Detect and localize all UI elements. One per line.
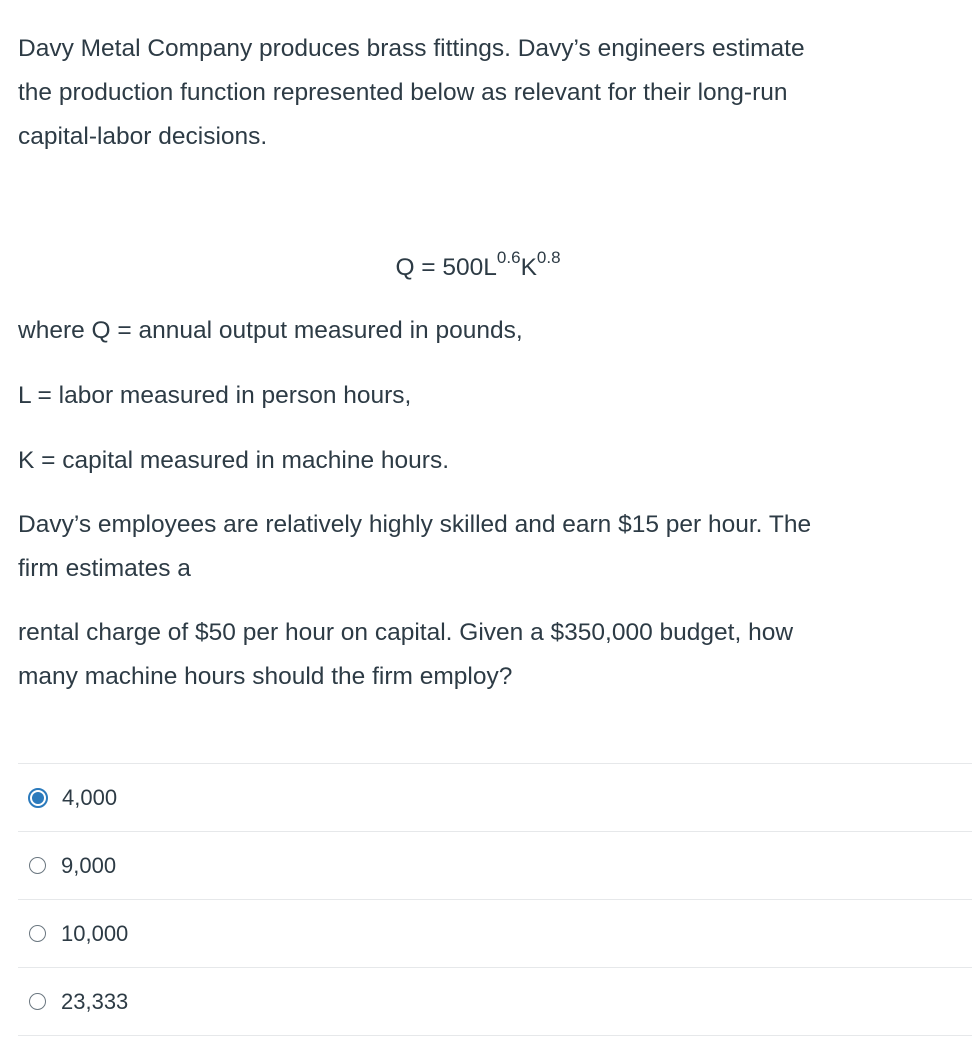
answer-option[interactable] [18, 764, 972, 832]
definition-q: where Q = annual output measured in pounds, [18, 317, 523, 344]
question-intro [18, 27, 948, 159]
production-function-formula [18, 248, 938, 288]
formula-base: Q = 500L [395, 254, 497, 281]
definition-l: L = labor measured in person hours, [18, 382, 412, 409]
question-prompt-line: many machine hours should the firm employ? [18, 663, 513, 690]
answer-label: 23,333 [61, 988, 129, 1014]
formula-exponent-k: 0.8 [536, 247, 561, 267]
answer-label: 9,000 [61, 852, 117, 878]
question-employees [18, 503, 948, 591]
answer-option[interactable] [18, 900, 972, 968]
radio-icon[interactable] [29, 857, 46, 874]
question-intro-line: the production function represented below as relevant for their long-run [18, 79, 788, 106]
question-intro-line: capital-labor decisions. [18, 123, 268, 150]
answer-option[interactable] [18, 968, 972, 1036]
radio-selected-icon[interactable] [28, 788, 48, 808]
formula-exponent-l: 0.6 [496, 247, 521, 267]
question-employees-line: firm estimates a [18, 555, 191, 582]
answer-option[interactable] [18, 832, 972, 900]
question-intro-line: Davy Metal Company produces brass fittings. Davy’s engineers estimate [18, 35, 805, 62]
answer-label: 10,000 [61, 920, 129, 946]
radio-icon[interactable] [29, 993, 46, 1010]
definition-k: K = capital measured in machine hours. [18, 447, 450, 474]
formula-k: K [520, 254, 537, 281]
answer-label: 4,000 [62, 784, 118, 810]
radio-icon[interactable] [29, 925, 46, 942]
question-prompt [18, 611, 948, 699]
answer-list [18, 763, 972, 1036]
question-employees-line: Davy’s employees are relatively highly skilled and earn $15 per hour. The [18, 511, 812, 538]
question-prompt-line: rental charge of $50 per hour on capital. Given a $350,000 budget, how [18, 619, 794, 646]
